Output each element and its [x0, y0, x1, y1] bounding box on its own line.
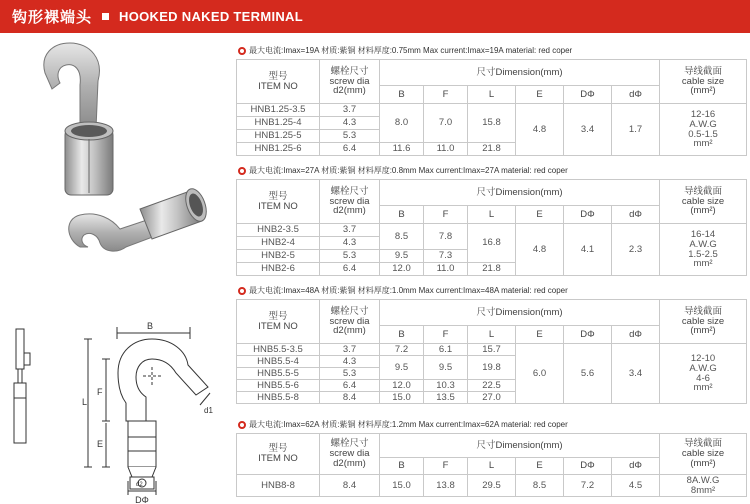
hook-terminal-photo-upright	[44, 43, 113, 195]
table-row: HNB5.5-4 4.3 9.5 9.5 19.8	[237, 356, 747, 368]
table-row: HNB2-6 6.4 12.0 11.0 21.8	[237, 263, 747, 276]
col-header-dimension: 尺寸Dimension(mm)	[380, 60, 660, 86]
col-header-model: 型号 ITEM NO	[237, 60, 320, 104]
dim-label-dphi: DΦ	[135, 495, 149, 504]
section-title: 最大电流:Imax=48A 材质:紫铜 材料厚度:1.0mm Max current:Imax=48A material: red coper	[236, 282, 746, 299]
col-header-screw: 螺栓尺寸 screw dia d2(mm)	[320, 434, 380, 475]
col-header-dimension: 尺寸Dimension(mm)	[380, 434, 660, 458]
col-header-dimension: 尺寸Dimension(mm)	[380, 300, 660, 326]
header-square-icon	[102, 13, 109, 20]
table-row: HNB2-5 5.3 9.5 7.3	[237, 250, 747, 263]
table-row: HNB1.25-5 5.3	[237, 130, 747, 143]
section-title: 最大电流:Imax=62A 材质:紫铜 材料厚度:1.2mm Max current:Imax=62A material: red coper	[236, 416, 746, 433]
section-title: 最大电流:Imax=19A 材质:紫铜 材料厚度:0.75mm Max current:Imax=19A material: red coper	[236, 42, 746, 59]
side-view-drawing	[14, 329, 30, 443]
table-row: HNB5.5-3.5 3.7 7.2 6.1 15.7 6.0 5.6 3.4 12-10 A.W.G 4-6 mm²	[237, 344, 747, 356]
table-row: HNB1.25-6 6.4 11.6 11.0 21.8	[237, 143, 747, 156]
col-header-cable: 导线截面 cable size (mm²)	[660, 300, 747, 344]
front-view-drawing	[84, 327, 210, 495]
table-row: HNB1.25-4 4.3	[237, 117, 747, 130]
col-header-screw: 螺栓尺寸 screw dia d2(mm)	[320, 300, 380, 344]
section-title: 最大电流:Imax=27A 材质:紫铜 材料厚度:0.8mm Max current:Imax=27A material: red coper	[236, 162, 746, 179]
spec-table: 型号 ITEM NO 螺栓尺寸 screw dia d2(mm) 尺寸Dimension(mm) 导线截面 cable size (mm²) B F L E DΦ dΦ HNB8-8 8.4 15.0 13.8 29.5 8.5 7.2 4.5 8A.W.G 8mm²	[236, 433, 747, 497]
illustration-panel	[0, 33, 236, 504]
bullet-icon	[238, 167, 246, 175]
spec-table: 型号 ITEM NO 螺栓尺寸 screw dia d2(mm) 尺寸Dimension(mm) 导线截面 cable size (mm²) B F L E DΦ dΦ HNB1.25-3.5 3.7 8.0 7.0 15.8 4.8 3.4 1.7 12-16 A.W.G 0.5-1.5 mm² HNB1.25-4 4.3 HNB1.25-5 5.3 HNB1.25-6 6.4 11.6 11.0 21.8	[236, 59, 747, 156]
table-row: HNB8-8 8.4 15.0 13.8 29.5 8.5 7.2 4.5 8A.W.G 8mm²	[237, 475, 747, 497]
cable-size-cell: 16-14 A.W.G 1.5-2.5 mm²	[660, 224, 747, 276]
dim-label-f: F	[97, 387, 103, 397]
table-row: HNB5.5-8 8.4 15.0 13.5 27.0	[237, 392, 747, 404]
table-row: HNB2-4 4.3	[237, 237, 747, 250]
spec-section-hnb1-25	[236, 42, 746, 156]
col-header-dimension: 尺寸Dimension(mm)	[380, 180, 660, 206]
cable-size-cell: 12-10 A.W.G 4-6 mm²	[660, 344, 747, 404]
page-header	[0, 0, 750, 33]
header-title-cn: 钩形裸端头	[12, 9, 93, 26]
table-row: HNB1.25-3.5 3.7 8.0 7.0 15.8 4.8 3.4 1.7 12-16 A.W.G 0.5-1.5 mm²	[237, 104, 747, 117]
col-header-cable: 导线截面 cable size (mm²)	[660, 434, 747, 475]
spec-table: 型号 ITEM NO 螺栓尺寸 screw dia d2(mm) 尺寸Dimension(mm) 导线截面 cable size (mm²) B F L E DΦ dΦ HNB5.5-3.5 3.7 7.2 6.1 15.7 6.0 5.6 3.4 12-10 A.W.G 4-6 mm² HNB5.5-4 4.3 9.5 9.5 19.8 HNB5.5-5 5.3 HNB5.5-6 6.4 12.0 10.3 22.5 HNB5.5-8 8.4 15.0 13.5 27.0	[236, 299, 747, 404]
header-title-en: HOOKED NAKED TERMINAL	[119, 9, 303, 24]
table-row: HNB2-3.5 3.7 8.5 7.8 16.8 4.8 4.1 2.3 16-14 A.W.G 1.5-2.5 mm²	[237, 224, 747, 237]
spec-section-hnb2	[236, 162, 746, 276]
col-header-screw: 螺栓尺寸 screw dia d2(mm)	[320, 180, 380, 224]
col-header-model: 型号 ITEM NO	[237, 300, 320, 344]
dim-label-e: E	[97, 439, 104, 449]
table-row: HNB5.5-6 6.4 12.0 10.3 22.5	[237, 380, 747, 392]
col-header-model: 型号 ITEM NO	[237, 180, 320, 224]
terminal-illustration	[0, 33, 236, 504]
spec-section-hnb8	[236, 416, 746, 497]
cable-size-cell: 12-16 A.W.G 0.5-1.5 mm²	[660, 104, 747, 156]
spec-section-hnb5-5	[236, 282, 746, 404]
spec-table: 型号 ITEM NO 螺栓尺寸 screw dia d2(mm) 尺寸Dimension(mm) 导线截面 cable size (mm²) B F L E DΦ dΦ HNB2-3.5 3.7 8.5 7.8 16.8 4.8 4.1 2.3 16-14 A.W.G 1.5-2.5 mm² HNB2-4 4.3 HNB2-5 5.3 9.5 7.3 HNB2-6 6.4 12.0 11.0 21.8	[236, 179, 747, 276]
dim-label-d1: d1	[204, 406, 213, 415]
bullet-icon	[238, 47, 246, 55]
col-header-cable: 导线截面 cable size (mm²)	[660, 180, 747, 224]
col-header-cable: 导线截面 cable size (mm²)	[660, 60, 747, 104]
col-header-screw: 螺栓尺寸 screw dia d2(mm)	[320, 60, 380, 104]
hook-terminal-photo-lying	[69, 186, 211, 251]
table-row: HNB5.5-5 5.3	[237, 368, 747, 380]
bullet-icon	[238, 421, 246, 429]
cable-size-cell: 8A.W.G 8mm²	[660, 475, 747, 497]
dim-label-d2: d2	[136, 482, 143, 488]
dim-label-b: B	[146, 321, 154, 331]
bullet-icon	[238, 287, 246, 295]
col-header-model: 型号 ITEM NO	[237, 434, 320, 475]
dim-label-l: L	[82, 397, 88, 407]
